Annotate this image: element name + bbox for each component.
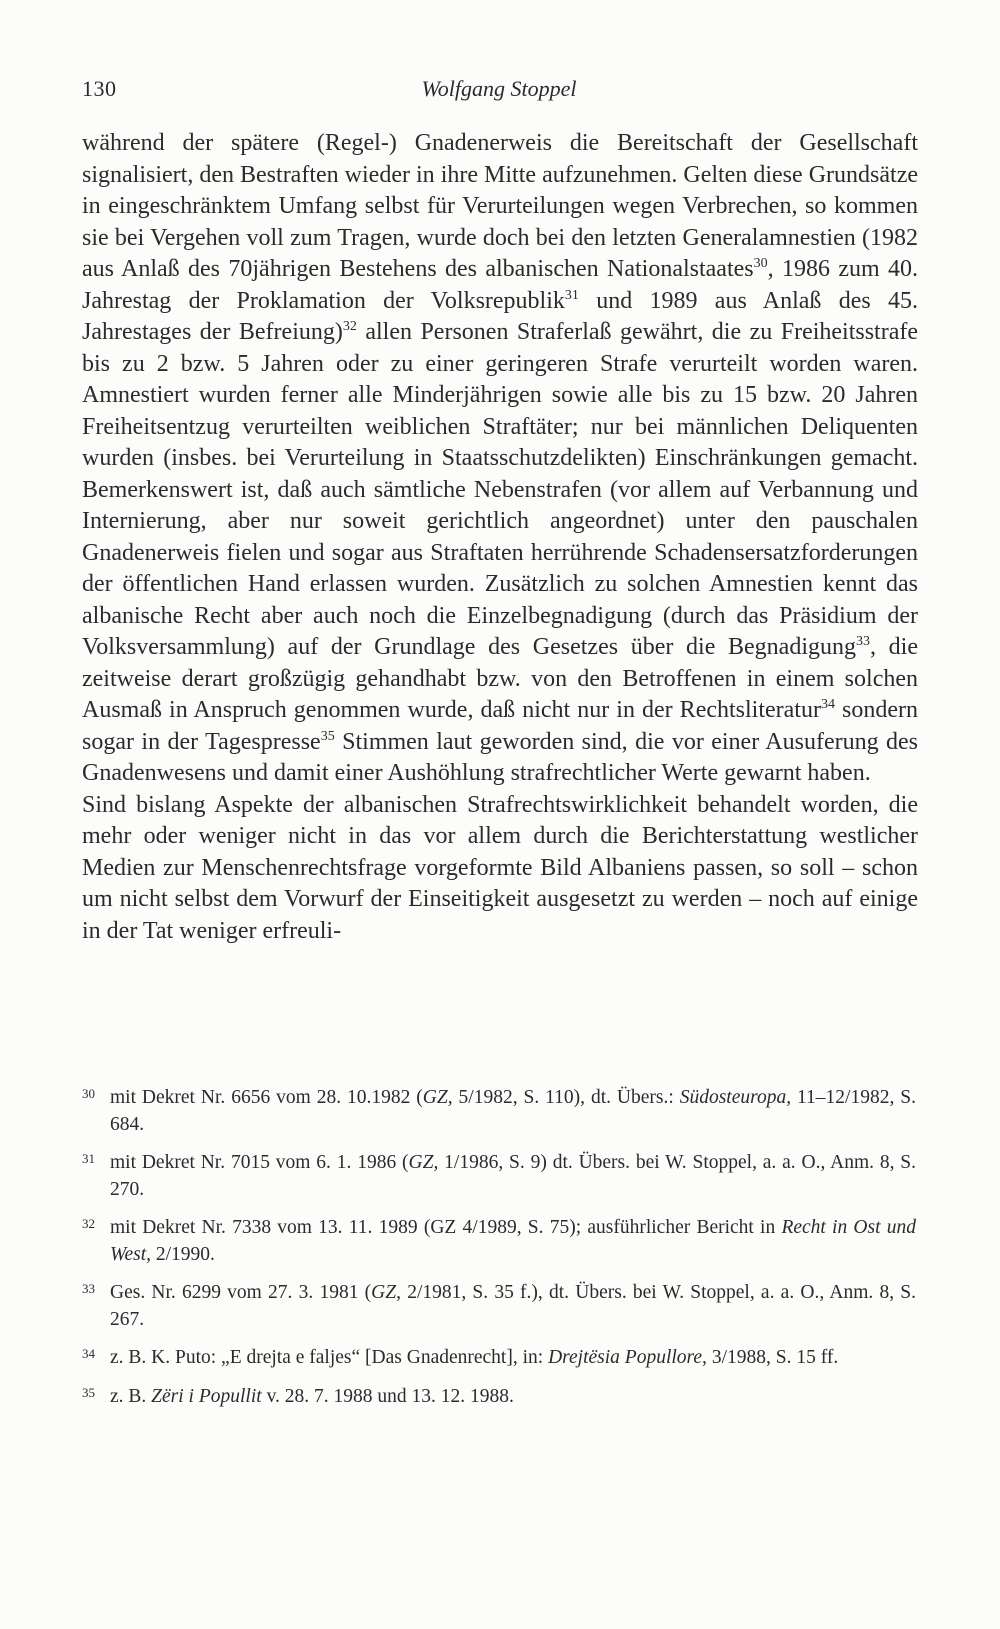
text-segment: allen Personen Straferlaß gewährt, die zu Freiheitsstrafe bis zu 2 bzw. 5 Jahren oder zu einer geringeren Strafe verurteilt worden waren. Amnestiert wurden ferner alle Minderjährigen sowie alle bis zu 15 bzw. 20 Jahren Freiheitsentzug verurteilten weiblichen Straftäter; nur bei männlichen Deliquenten wurden (insbes. bei Verurteilung in Staatsschutzdelikten) Einschränkungen gemacht. Bemerkenswert ist, daß auch sämtliche Nebenstrafen (vor allem auf Verbannung und Internierung, aber nur soweit gerichtlich angeordnet) unter den pauschalen Gnadenerweis fielen und sogar aus Straftaten herrührende Schadensersatzforderungen der öffentlichen Hand erlassen wurden. Zusätzlich zu solchen Amnestien kennt das albanische Recht aber auch noch die Einzelbegnadigung (durch das Präsidium der Volksversammlung) auf der Grundlage des Gesetzes über die Begnadigung [82, 319, 919, 660]
text-segment: , 1986 zum 40. Jahrestag der Proklamation der Volksrepublik [82, 256, 918, 314]
running-title: Wolfgang Stoppel [421, 76, 577, 101]
footnote-number: 31 [82, 1151, 95, 1166]
footnote-35 [82, 1384, 916, 1411]
text-segment: und 1989 aus Anlaß des 45. Jahrestages der Befreiung) [82, 287, 918, 345]
footnote-text: z. B. K. Puto: „E drejta e faljes“ [Das Gnadenrecht], in: Drejtësia Popullore, 3/1988, S. 15 ff. [110, 1347, 839, 1368]
footnote-text: mit Dekret Nr. 7015 vom 6. 1. 1986 (GZ, 1/1986, S. 9) dt. Übers. bei W. Stoppel, a. a. O., Anm. 8, S. 270. [110, 1152, 916, 1200]
footnote-ref-33[interactable]: 33 [856, 634, 870, 649]
footnote-number: 33 [82, 1281, 95, 1296]
footnote-30 [82, 1085, 916, 1138]
footnote-ref-35[interactable]: 35 [320, 728, 335, 744]
footnote-33 [82, 1280, 916, 1333]
text-segment: während der spätere (Regel-) Gnadenerweis die Bereitschaft der Gesellschaft signalisiert, den Bestraften wieder in ihre Mitte aufzunehmen. Gelten diese Grundsätze in eingeschränktem Umfang selbst für Verurteilungen wegen Verbrechen, so kommen sie bei Vergehen voll zum Tragen, wurde doch bei den letzten Generalamnestien (1982 aus Anlaß des 70jährigen Bestehens des albanischen Nationalstaates [82, 130, 918, 282]
page-header [82, 76, 916, 110]
footnote-ref-31[interactable]: 31 [564, 287, 579, 303]
body-text [82, 128, 918, 947]
footnote-number: 30 [82, 1086, 95, 1101]
text-segment: sondern sogar in der Tagespresse [82, 697, 918, 755]
footnote-text: z. B. Zëri i Popullit v. 28. 7. 1988 und 13. 12. 1988. [110, 1385, 514, 1407]
footnotes [82, 1085, 916, 1422]
footnote-31 [82, 1150, 916, 1203]
footnote-text: Ges. Nr. 6299 vom 27. 3. 1981 (GZ, 2/1981, S. 35 f.), dt. Übers. bei W. Stoppel, a. a. O., Anm. 8, S. 267. [110, 1282, 916, 1330]
page-number: 130 [82, 76, 117, 101]
text-segment: , die zeitweise derart großzügig gehandhabt bzw. von den Betroffenen in einem solchen Ausmaß in Anspruch genommen wurde, daß nicht nur in der Rechtsliteratur [82, 634, 918, 723]
footnote-ref-30[interactable]: 30 [753, 256, 768, 271]
footnote-number: 32 [82, 1216, 95, 1231]
paragraph-2: Sind bislang Aspekte der albanischen Strafrechtswirklichkeit behandelt worden, die mehr oder weniger nicht in das vor allem durch die Berichterstattung westlicher Medien zur Menschenrechtsfrage vorgeformte Bild Albaniens passen, so soll – schon um nicht selbst dem Vorwurf der Einseitigkeit ausgesetzt zu werden – noch auf einige in der Tat weniger erfreuli- [82, 791, 918, 944]
footnote-number: 34 [82, 1346, 95, 1361]
footnote-ref-34[interactable]: 34 [820, 697, 835, 712]
paragraph-1 [82, 128, 918, 790]
footnote-34 [82, 1345, 916, 1372]
footnote-ref-32[interactable]: 32 [342, 319, 357, 334]
footnote-number: 35 [82, 1384, 95, 1400]
text-segment: Stimmen laut geworden sind, die vor einer Ausuferung des Gnadenwesens und damit einer Aushöhlung strafrechtlicher Werte gewarnt haben. [82, 728, 918, 786]
footnote-32 [82, 1215, 916, 1268]
footnote-text: mit Dekret Nr. 7338 vom 13. 11. 1989 (GZ 4/1989, S. 75); ausführlicher Bericht in Recht in Ost und West, 2/1990. [110, 1217, 916, 1265]
footnote-text: mit Dekret Nr. 6656 vom 28. 10.1982 (GZ, 5/1982, S. 110), dt. Übers.: Südosteuropa, 11–12/1982, S. 684. [110, 1087, 916, 1135]
